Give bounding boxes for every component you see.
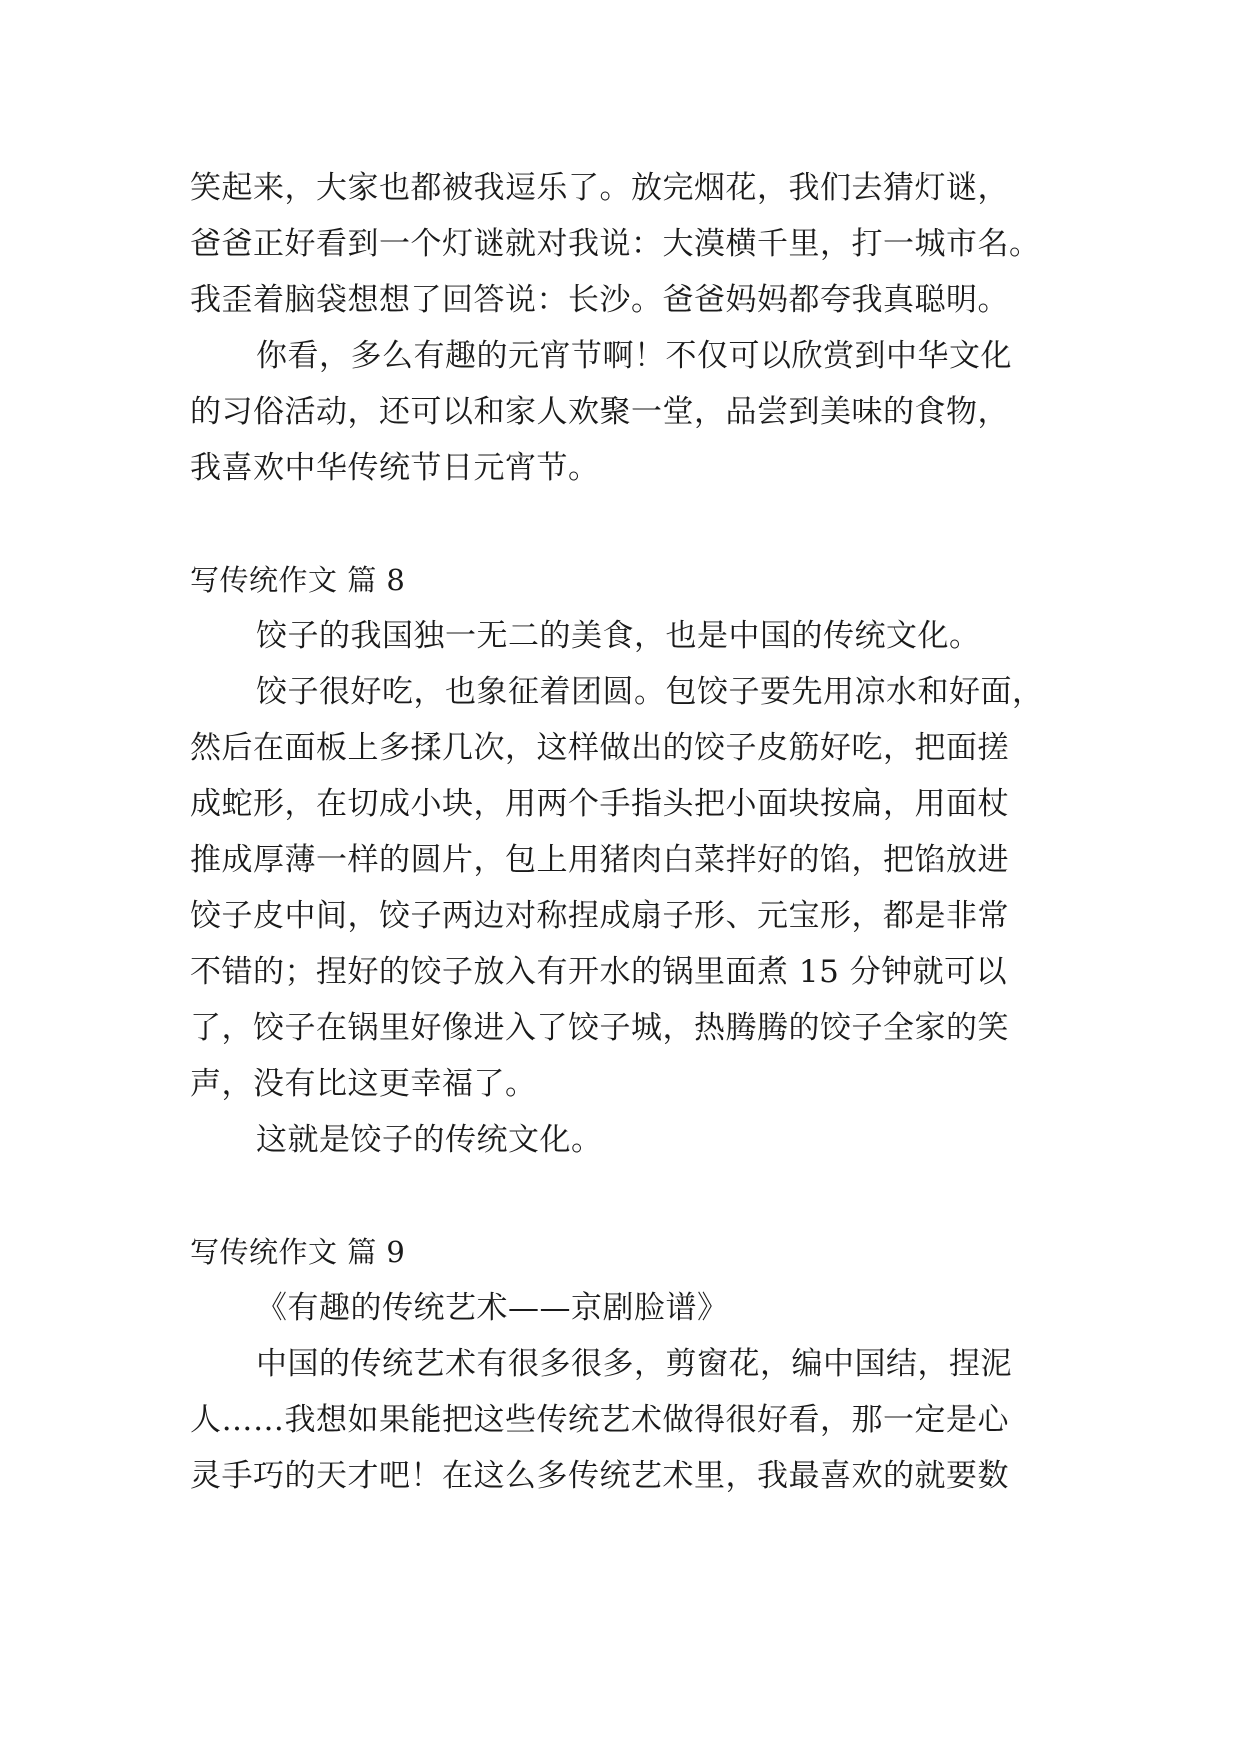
text-line: 爸爸正好看到一个灯谜就对我说：大漠横千里，打一城市名。 — [190, 226, 1041, 262]
text-line: 推成厚薄一样的圆片，包上用猪肉白菜拌好的馅，把馅放进 — [190, 842, 1009, 878]
text-line: 了，饺子在锅里好像进入了饺子城，热腾腾的饺子全家的笑 — [190, 1010, 1009, 1046]
text-line: 这就是饺子的传统文化。 — [256, 1122, 603, 1158]
text-line: 饺子皮中间，饺子两边对称捏成扇子形、元宝形，都是非常 — [190, 898, 1009, 934]
text-line: 声，没有比这更幸福了。 — [190, 1066, 537, 1102]
text-line: 灵手巧的天才吧！在这么多传统艺术里，我最喜欢的就要数 — [190, 1458, 1009, 1494]
paragraph — [190, 160, 1070, 328]
paragraph — [190, 328, 1070, 496]
text-line: 我喜欢中华传统节日元宵节。 — [190, 450, 600, 486]
text-line: 不错的；捏好的饺子放入有开水的锅里面煮 15 分钟就可以 — [190, 954, 1008, 990]
text-line: 中国的传统艺术有很多很多，剪窗花，编中国结，捏泥 — [256, 1346, 1012, 1382]
paragraph — [190, 608, 1070, 664]
document-page — [190, 160, 1070, 1504]
essay-title: 《有趣的传统艺术——京剧脸谱》 — [256, 1290, 729, 1326]
section-heading: 写传统作文 篇 9 — [190, 1235, 406, 1269]
paragraph — [190, 1336, 1070, 1504]
text-line: 我歪着脑袋想想了回答说：长沙。爸爸妈妈都夸我真聪明。 — [190, 282, 1009, 318]
text-line: 的习俗活动，还可以和家人欢聚一堂，品尝到美味的食物， — [190, 394, 1009, 430]
paragraph — [190, 664, 1070, 1112]
text-line: 饺子的我国独一无二的美食，也是中国的传统文化。 — [256, 618, 981, 654]
spacer — [190, 496, 1070, 552]
text-line: 笑起来，大家也都被我逗乐了。放完烟花，我们去猜灯谜， — [190, 170, 1009, 206]
section-heading: 写传统作文 篇 8 — [190, 563, 406, 597]
text-line: 你看，多么有趣的元宵节啊！不仅可以欣赏到中华文化 — [256, 338, 1012, 374]
paragraph — [190, 1112, 1070, 1168]
text-line: 人……我想如果能把这些传统艺术做得很好看，那一定是心 — [190, 1402, 1009, 1438]
text-line: 成蛇形，在切成小块，用两个手指头把小面块按扁，用面杖 — [190, 786, 1009, 822]
spacer — [190, 1168, 1070, 1224]
text-line: 饺子很好吃，也象征着团圆。包饺子要先用凉水和好面， — [256, 674, 1044, 710]
text-line: 然后在面板上多揉几次，这样做出的饺子皮筋好吃，把面搓 — [190, 730, 1009, 766]
